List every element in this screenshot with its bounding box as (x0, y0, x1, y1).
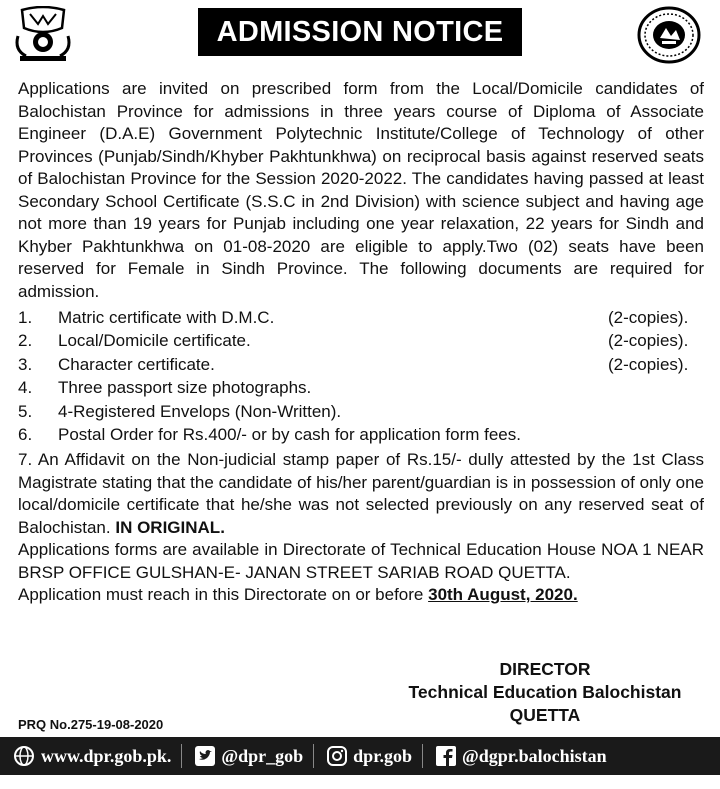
twitter-text: @dpr_gob (221, 745, 304, 766)
signature-department: Technical Education Balochistan (408, 682, 682, 702)
item-copies: (2-copies). (608, 331, 689, 350)
footer-bar (0, 737, 720, 775)
item-text: Three passport size photographs. (58, 378, 312, 397)
intro-paragraph: Applications are invited on prescribed form from the Local/Domicile candidates of Balochistan Province for admissions in three years course of Diploma of Associate Engineer (D.A.E) Government Polytechnic Institute/College of Technology of other Provinces (Punjab/Sindh/Khyber Pakhtunkhwa) on reciprocal basis against reserved seats of Balochistan Province for the Session 2020-2022. The candidates having passed at least Secondary School Certificate (S.S.C in 2nd Division) with science subject and having age not more than 19 years for Punjab including one year relaxation, 22 years for Sindh and Khyber Pakhtunkhwa on 01-08-2020 are eligible to apply.Two (02) seats have been reserved for Female in Sindh Province. The following documents are required for admission. (18, 79, 704, 301)
government-emblem-icon (12, 6, 74, 62)
footer-website[interactable] (12, 744, 171, 768)
affidavit-paragraph: 7. An Affidavit on the Non-judicial stamp paper of Rs.15/- dully attested by the 1st Class Magistrate stating that the candidate of his/her parent/guardian is in possession of only one local/domicile certificate that he/she was not selected previously on any reserved seat of Balochistan. IN ORIGINAL. (18, 450, 704, 537)
list-item (18, 424, 704, 448)
item-text: Character certificate. (58, 354, 215, 374)
item-number: 4. (18, 378, 33, 397)
item-copies: (2-copies). (608, 354, 689, 374)
documents-list (18, 306, 704, 447)
item-text: 4-Registered Envelops (Non-Written). (58, 401, 342, 421)
footer-divider (422, 744, 423, 768)
deadline-date: 30th August, 2020. (428, 585, 578, 604)
footer-facebook[interactable] (435, 745, 607, 767)
item-number: 3. (18, 354, 33, 374)
availability-paragraph: Applications forms are available in Directorate of Technical Education House NOA 1 NEAR BRSP OFFICE GULSHAN-E- JANAN STREET SARIAB ROAD QUETTA. (18, 540, 704, 582)
item-number: 6. (18, 425, 33, 444)
facebook-text: @dgpr.balochistan (462, 745, 607, 766)
deadline-paragraph (18, 584, 704, 607)
prq-number: PRQ No.275-19-08-2020 (18, 717, 164, 732)
list-item (18, 400, 704, 424)
item-number: 2. (18, 331, 33, 350)
title-text: ADMISSION NOTICE (216, 15, 504, 48)
facebook-icon (435, 745, 457, 767)
item-number: 5. (18, 401, 33, 421)
globe-icon (12, 744, 36, 768)
seal-icon (636, 6, 702, 64)
instagram-icon (326, 745, 348, 767)
deadline-prefix: Application must reach in this Directorate on or before (18, 585, 424, 604)
affidavit-text: 7. An Affidavit on the Non-judicial stamp paper of Rs.15/- dully attested by the 1st Class Magistrate stating that the candidate of his/her parent/guardian is in possession of only one local/domicile certificate that he/she was not selected previously on any reserved seat of Balochistan. (18, 450, 704, 537)
signature-city: QUETTA (509, 705, 581, 725)
item-text: Matric certificate with D.M.C. (58, 307, 275, 327)
notice-title (198, 8, 522, 56)
footer-divider (313, 744, 314, 768)
affidavit-emphasis: IN ORIGINAL (115, 517, 221, 537)
website-text: www.dpr.gob.pk. (41, 745, 172, 766)
item-copies: (2-copies). (608, 307, 689, 327)
footer-divider (181, 744, 182, 768)
list-item (18, 377, 704, 401)
list-item (18, 306, 704, 330)
list-item (18, 330, 704, 354)
twitter-icon (194, 745, 216, 767)
signature-title: DIRECTOR (499, 659, 591, 679)
footer-instagram[interactable] (326, 745, 412, 767)
header (0, 0, 720, 68)
item-text: Postal Order for Rs.400/- or by cash for application form fees. (58, 425, 521, 444)
footer-twitter[interactable] (194, 745, 303, 767)
item-number: 1. (18, 307, 33, 327)
notice-body (18, 78, 704, 607)
item-text: Local/Domicile certificate. (58, 331, 251, 350)
list-item (18, 353, 704, 377)
instagram-text: dpr.gob (353, 745, 413, 766)
signature-block (380, 658, 710, 727)
